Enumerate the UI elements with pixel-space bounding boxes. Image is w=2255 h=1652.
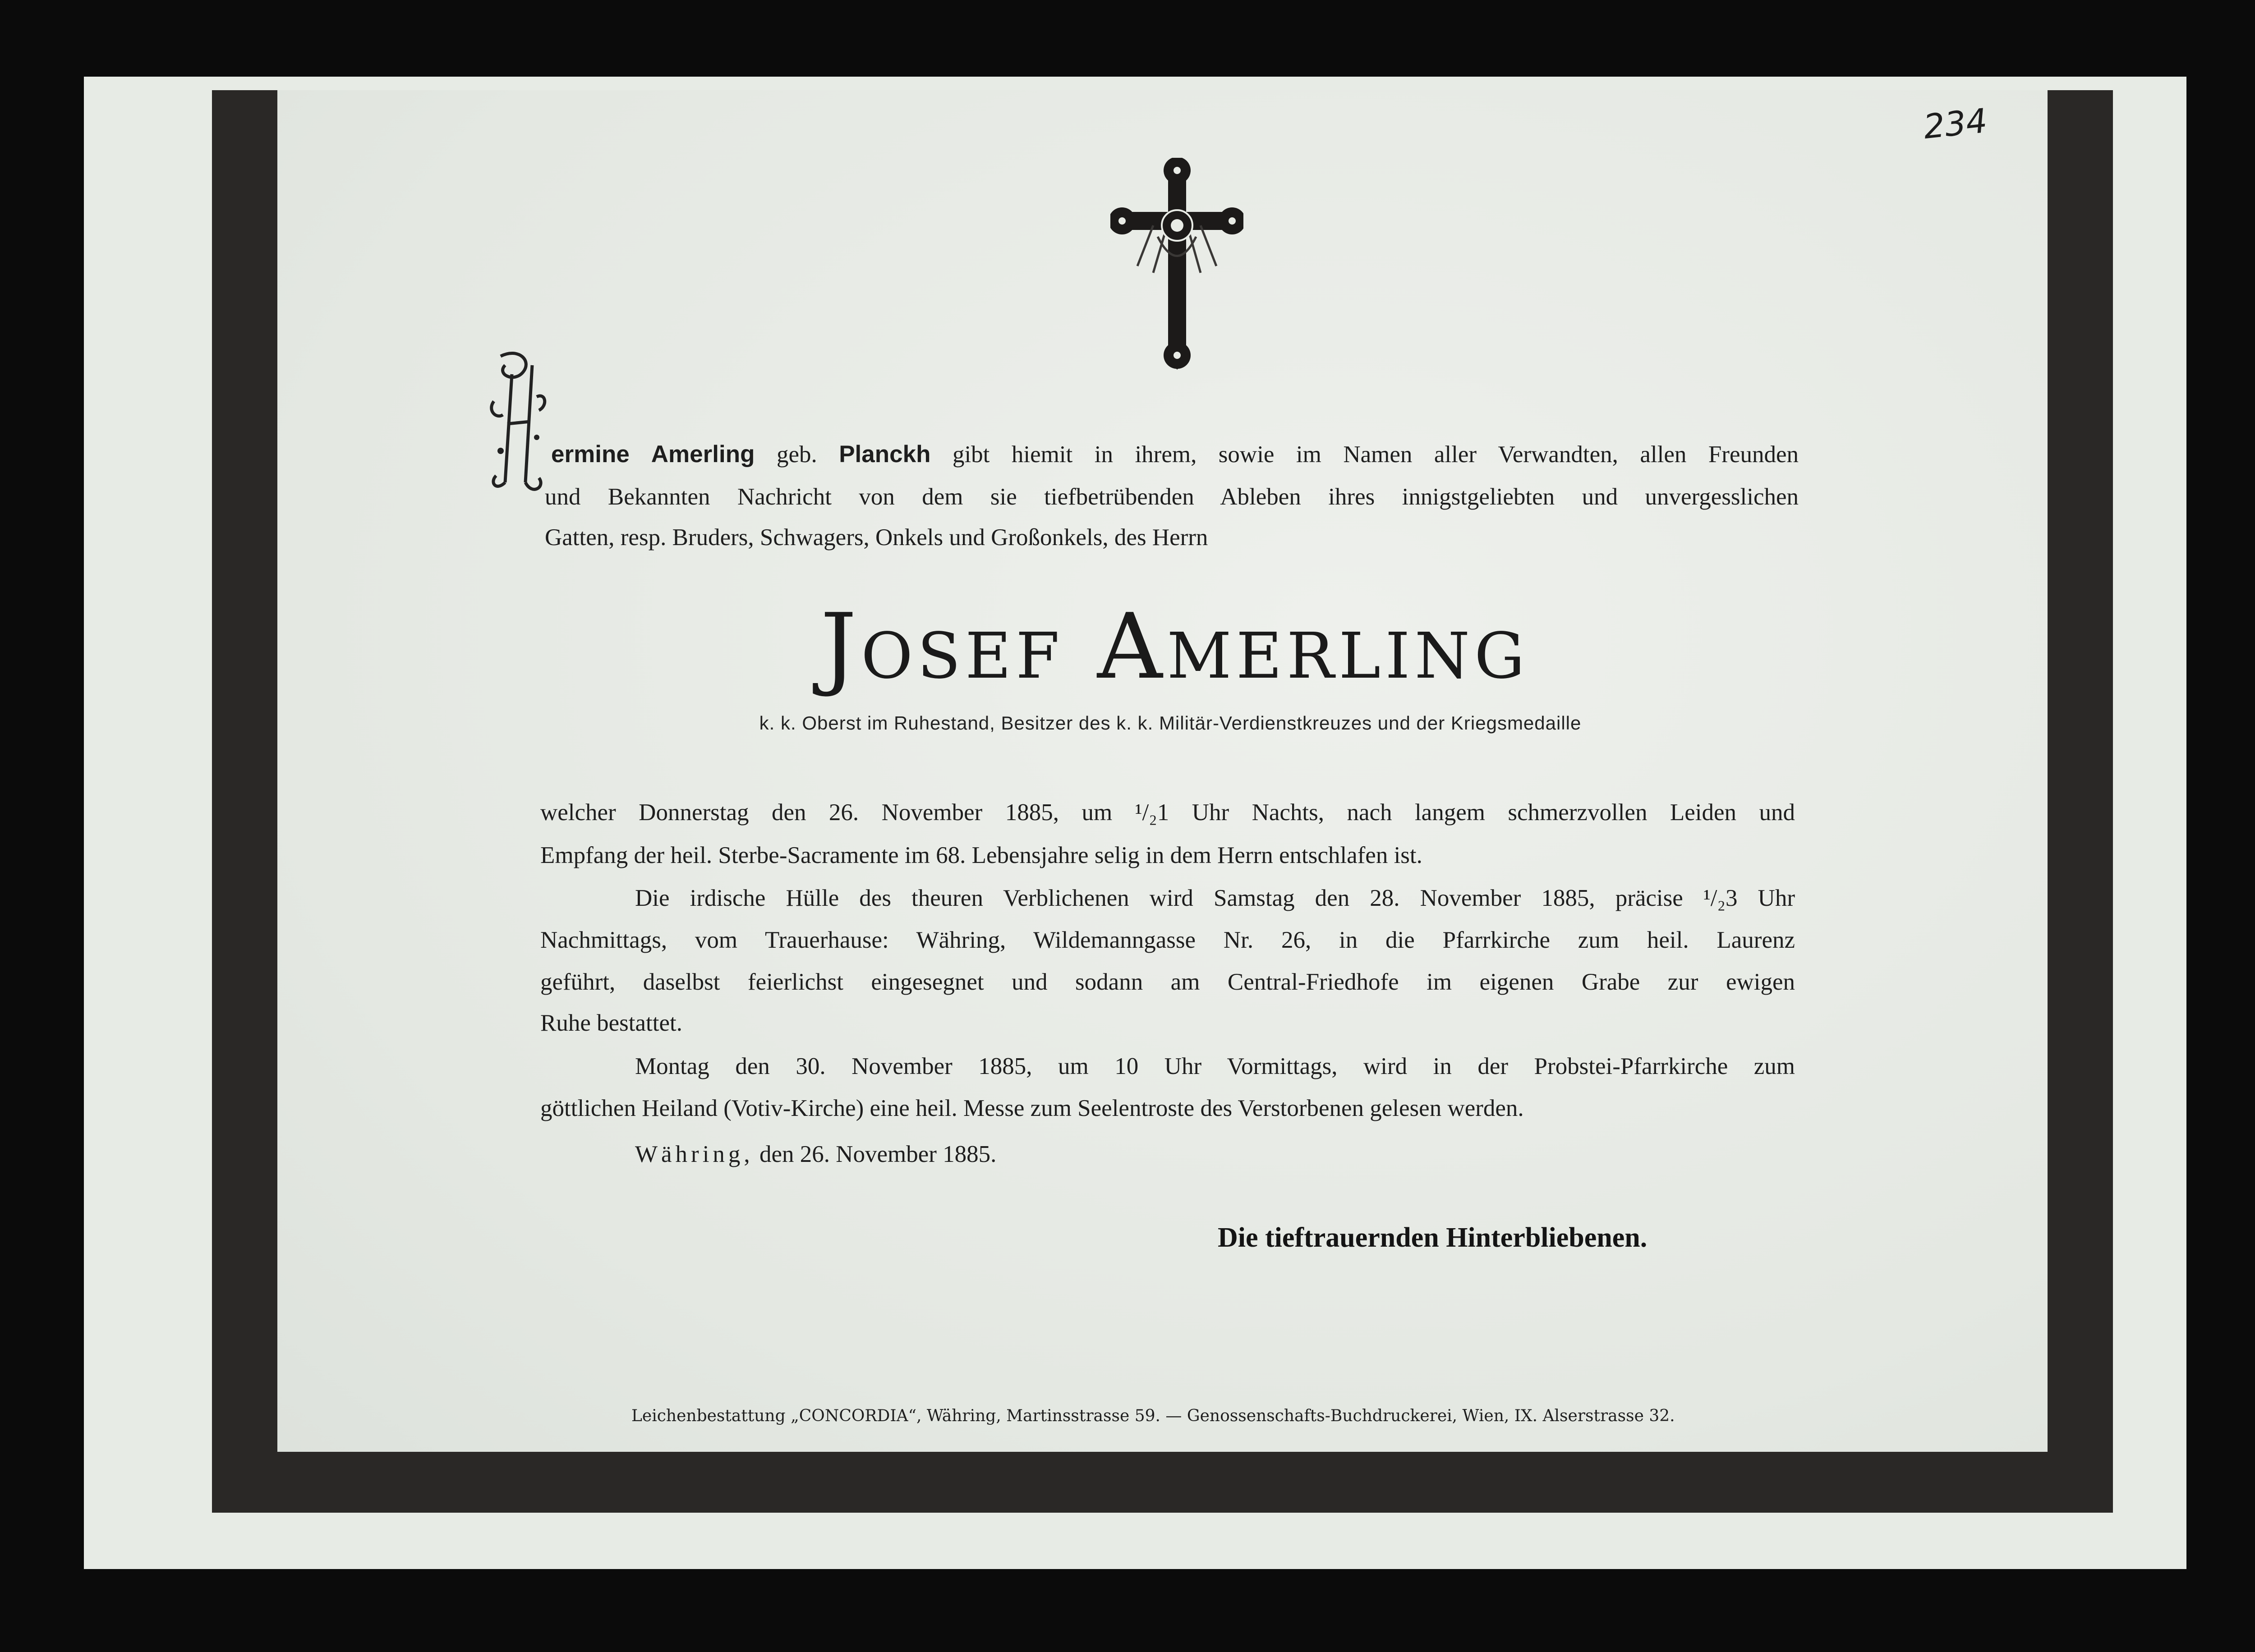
signature-line: Die tieftrauernden Hinterbliebenen. (1218, 1222, 1648, 1253)
intro-line-1 (551, 433, 1799, 476)
intro-line-2: und Bekannten Nachricht von dem sie tiefbetrübenden Ableben ihres innigstgeliebten und unvergesslichen (545, 484, 1799, 510)
ornamental-initial-h-icon (487, 347, 550, 496)
date-text: den 26. November 1885. (753, 1141, 997, 1167)
deceased-name: Josef Amerling (820, 594, 1529, 699)
sender-maiden-name: Planckh (839, 441, 931, 468)
sender-name: ermine Amerling (551, 441, 755, 468)
geb-text: geb. (755, 441, 839, 468)
body-p1-line1: welcher Donnerstag den 26. November 1885, um ¹/₂1 Uhr Nachts, nach langem schmerzvollen Leiden und (540, 799, 1795, 826)
body-p1-line2: Empfang der heil. Sterbe-Sacramente im 68. Lebensjahre selig in dem Herrn entschlafen ist. (540, 842, 1422, 868)
cross-ornament-icon (1110, 158, 1243, 370)
body-p2-line3: geführt, daselbst feierlichst eingesegnet und sodann am Central-Friedhofe im eigenen Grabe zur ewigen (540, 969, 1795, 995)
date-line (635, 1141, 996, 1168)
body-p2-line1: Die irdische Hülle des theuren Verblichenen wird Samstag den 28. November 1885, präcise ¹/₂3 Uhr (635, 885, 1795, 911)
place-name: Währing, (635, 1141, 754, 1167)
body-p3-line2: göttlichen Heiland (Votiv-Kirche) eine heil. Messe zum Seelentroste des Verstorbenen gelesen werden. (540, 1095, 1524, 1121)
body-p2-line4: Ruhe bestattet. (540, 1010, 682, 1036)
intro-line-3: Gatten, resp. Bruders, Schwagers, Onkels und Großonkels, des Herrn (545, 524, 1208, 551)
deceased-titles: k. k. Oberst im Ruhestand, Besitzer des k. k. Militär-Verdienstkreuzes und der Kriegsmedaille (759, 712, 1582, 734)
printer-footer: Leichenbestattung „CONCORDIA“, Währing, Martinsstrasse 59. — Genossenschafts-Buchdruckerei, Wien, IX. Alserstrasse 32. (631, 1407, 1675, 1425)
body-p3-line1: Montag den 30. November 1885, um 10 Uhr Vormittags, wird in der Probstei-Pfarrkirche zum (635, 1053, 1795, 1079)
body-p2-line2: Nachmittags, vom Trauerhause: Währing, Wildemanngasse Nr. 26, in die Pfarrkirche zum heil. Laurenz (540, 927, 1795, 953)
page-number: 234 (1921, 101, 1989, 147)
intro-line-1-rest: gibt hiemit in ihrem, sowie im Namen aller Verwandten, allen Freunden (930, 441, 1799, 468)
